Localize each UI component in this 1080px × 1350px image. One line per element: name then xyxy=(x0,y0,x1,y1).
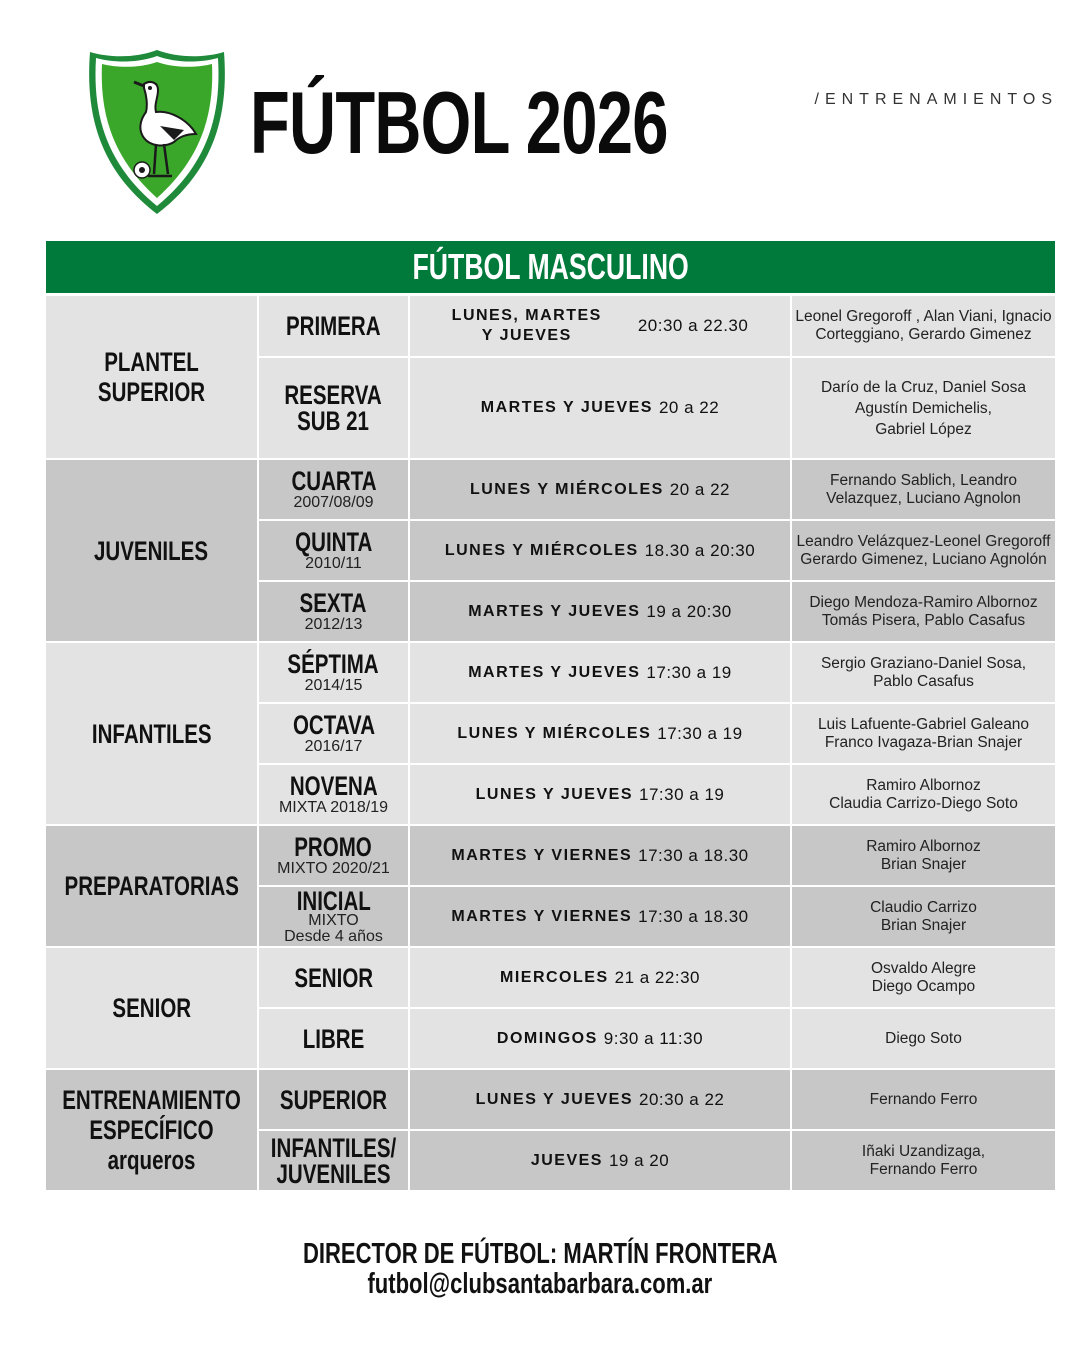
category-years: 2010/11 xyxy=(305,554,362,572)
category-name: SUPERIOR xyxy=(279,1084,388,1115)
coaches-cell: Ramiro Albornoz Brian Snajer xyxy=(792,826,1055,885)
category-name: CUARTA xyxy=(290,465,377,496)
schedule-cell xyxy=(410,765,790,824)
section-header xyxy=(46,241,1055,293)
training-days: MARTES Y JUEVES xyxy=(468,663,641,681)
schedule-cell xyxy=(410,521,790,580)
coaches-cell: Fernando Sablich, Leandro Velazquez, Luciano Agnolon xyxy=(792,460,1055,519)
schedule-cell xyxy=(410,1009,790,1068)
category-name: QUINTA xyxy=(294,526,373,557)
training-days: DOMINGOS xyxy=(496,1029,598,1047)
category-name: LIBRE xyxy=(302,1023,365,1054)
training-time: 17:30 a 19 xyxy=(657,723,743,743)
training-days: MIERCOLES xyxy=(500,968,609,986)
category-years: 2012/13 xyxy=(304,615,363,633)
table-row xyxy=(259,887,1055,946)
table-row xyxy=(259,358,1055,458)
schedule-cell xyxy=(410,582,790,641)
table-row xyxy=(259,948,1055,1007)
training-schedule-table xyxy=(46,296,1055,1190)
schedule-group xyxy=(46,460,1055,641)
schedule-group xyxy=(46,296,1055,458)
category-cell xyxy=(259,582,408,641)
page-title: FÚTBOL 2026 xyxy=(250,73,668,172)
category-cell xyxy=(259,704,408,763)
table-row xyxy=(259,1009,1055,1068)
category-name: OCTAVA xyxy=(292,709,375,740)
schedule-cell xyxy=(410,358,790,458)
table-row xyxy=(259,582,1055,641)
training-time: 20:30 a 22 xyxy=(639,1089,725,1109)
schedule-cell xyxy=(410,948,790,1007)
group-name-cell xyxy=(46,1070,257,1190)
schedule-group xyxy=(46,826,1055,946)
training-time: 17:30 a 19 xyxy=(639,784,725,804)
category-cell xyxy=(259,521,408,580)
group-name-cell xyxy=(46,460,257,641)
training-time: 18.30 a 20:30 xyxy=(644,540,756,560)
category-name: INFANTILES/ JUVENILES xyxy=(270,1132,397,1189)
schedule-cell xyxy=(410,704,790,763)
coaches-cell: Sergio Graziano-Daniel Sosa, Pablo Casafus xyxy=(792,643,1055,702)
training-days: LUNES Y JUEVES xyxy=(475,1090,633,1108)
section-title: FÚTBOL MASCULINO xyxy=(412,246,689,287)
category-years: MIXTA 2018/19 xyxy=(278,798,389,816)
table-row xyxy=(259,521,1055,580)
category-years: 2007/08/09 xyxy=(293,493,374,511)
footer-email: futbol@clubsantabarbara.com.ar xyxy=(367,1268,713,1300)
category-years: 2016/17 xyxy=(304,737,363,755)
coaches-cell: Osvaldo Alegre Diego Ocampo xyxy=(792,948,1055,1007)
schedule-cell xyxy=(410,643,790,702)
schedule-cell xyxy=(410,887,790,946)
training-time: 19 a 20:30 xyxy=(646,601,732,621)
group-name: PREPARATORIAS xyxy=(64,871,239,901)
training-days: JUEVES xyxy=(530,1151,603,1169)
coaches-cell: Diego Soto xyxy=(792,1009,1055,1068)
training-time: 21 a 22:30 xyxy=(614,967,700,987)
table-row xyxy=(259,1131,1055,1190)
training-days: LUNES Y MIÉRCOLES xyxy=(457,724,652,742)
coaches-cell: Darío de la Cruz, Daniel Sosa Agustín Demichelis, Gabriel López xyxy=(792,358,1055,458)
training-days: LUNES Y JUEVES xyxy=(475,785,633,803)
training-time: 20 a 22 xyxy=(669,479,731,499)
training-time: 9:30 a 11:30 xyxy=(603,1028,704,1048)
training-time: 19 a 20 xyxy=(608,1150,670,1170)
group-name: INFANTILES xyxy=(91,718,212,749)
category-name: PRIMERA xyxy=(286,311,381,341)
table-row xyxy=(259,765,1055,824)
table-row xyxy=(259,704,1055,763)
schedule-group xyxy=(46,643,1055,824)
category-name: NOVENA xyxy=(289,770,378,801)
schedule-cell xyxy=(410,1131,790,1190)
training-days: MARTES Y VIERNES xyxy=(451,907,633,925)
coaches-cell: Claudio Carrizo Brian Snajer xyxy=(792,887,1055,946)
schedule-group xyxy=(46,1070,1055,1190)
coaches-cell: Leandro Velázquez-Leonel Gregoroff Gerardo Gimenez, Luciano Agnolón xyxy=(792,521,1055,580)
category-name: PROMO xyxy=(294,831,373,862)
table-row xyxy=(259,1070,1055,1129)
group-name: JUVENILES xyxy=(94,535,209,566)
training-days: LUNES Y MIÉRCOLES xyxy=(444,541,639,559)
training-time: 17:30 a 19 xyxy=(646,662,732,682)
training-time: 17:30 a 18.30 xyxy=(638,906,749,926)
training-days: LUNES Y MIÉRCOLES xyxy=(469,480,664,498)
category-name: SEXTA xyxy=(300,587,367,618)
training-time: 20:30 a 22.30 xyxy=(637,316,749,335)
coaches-cell: Diego Mendoza-Ramiro Albornoz Tomás Pisera, Pablo Casafus xyxy=(792,582,1055,641)
table-row xyxy=(259,296,1055,356)
table-row xyxy=(259,826,1055,885)
group-name: ENTRENAMIENTO ESPECÍFICO arqueros xyxy=(62,1085,241,1175)
category-cell xyxy=(259,887,408,946)
category-cell xyxy=(259,460,408,519)
schedule-cell xyxy=(410,826,790,885)
category-name: SENIOR xyxy=(294,962,373,993)
category-cell xyxy=(259,1070,408,1129)
category-name: INICIAL xyxy=(296,885,371,916)
page-subtitle: /ENTRENAMIENTOS xyxy=(814,91,1058,108)
schedule-cell xyxy=(410,296,790,356)
coaches-cell: Leonel Gregoroff , Alan Viani, Ignacio Corteggiano, Gerardo Gimenez xyxy=(792,296,1055,356)
table-row xyxy=(259,643,1055,702)
table-row xyxy=(259,460,1055,519)
group-name-cell xyxy=(46,826,257,946)
training-days: MARTES Y JUEVES xyxy=(468,602,641,620)
group-name-cell xyxy=(46,643,257,824)
category-cell xyxy=(259,1131,408,1190)
coaches-cell: Fernando Ferro xyxy=(792,1070,1055,1129)
soccer-ball-icon xyxy=(134,162,150,178)
group-name: PLANTEL SUPERIOR xyxy=(97,347,206,407)
category-cell xyxy=(259,358,408,458)
club-crest-logo xyxy=(84,46,230,218)
training-time: 20 a 22 xyxy=(658,398,720,417)
category-years: MIXTO 2020/21 xyxy=(277,859,390,877)
training-days: MARTES Y JUEVES xyxy=(480,399,653,416)
footer-director: DIRECTOR DE FÚTBOL: MARTÍN FRONTERA xyxy=(302,1238,778,1270)
schedule-group xyxy=(46,948,1055,1068)
category-years: 2014/15 xyxy=(304,676,363,694)
category-cell xyxy=(259,1009,408,1068)
category-cell xyxy=(259,296,408,356)
group-name-cell xyxy=(46,296,257,458)
category-name: RESERVA SUB 21 xyxy=(284,380,383,436)
group-name-cell xyxy=(46,948,257,1068)
coaches-cell: Ramiro Albornoz Claudia Carrizo-Diego Soto xyxy=(792,765,1055,824)
training-days: LUNES, MARTES Y JUEVES xyxy=(451,307,602,344)
coaches-cell: Iñaki Uzandizaga, Fernando Ferro xyxy=(792,1131,1055,1190)
category-cell xyxy=(259,643,408,702)
category-cell xyxy=(259,826,408,885)
category-years: MIXTO Desde 4 años xyxy=(284,911,383,945)
training-days: MARTES Y VIERNES xyxy=(451,846,633,864)
category-cell xyxy=(259,765,408,824)
schedule-cell xyxy=(410,460,790,519)
category-cell xyxy=(259,948,408,1007)
coaches-cell: Luis Lafuente-Gabriel Galeano Franco Ivagaza-Brian Snajer xyxy=(792,704,1055,763)
schedule-cell xyxy=(410,1070,790,1129)
category-name: SÉPTIMA xyxy=(287,648,380,679)
training-time: 17:30 a 18.30 xyxy=(638,845,749,865)
group-name: SENIOR xyxy=(112,993,191,1023)
